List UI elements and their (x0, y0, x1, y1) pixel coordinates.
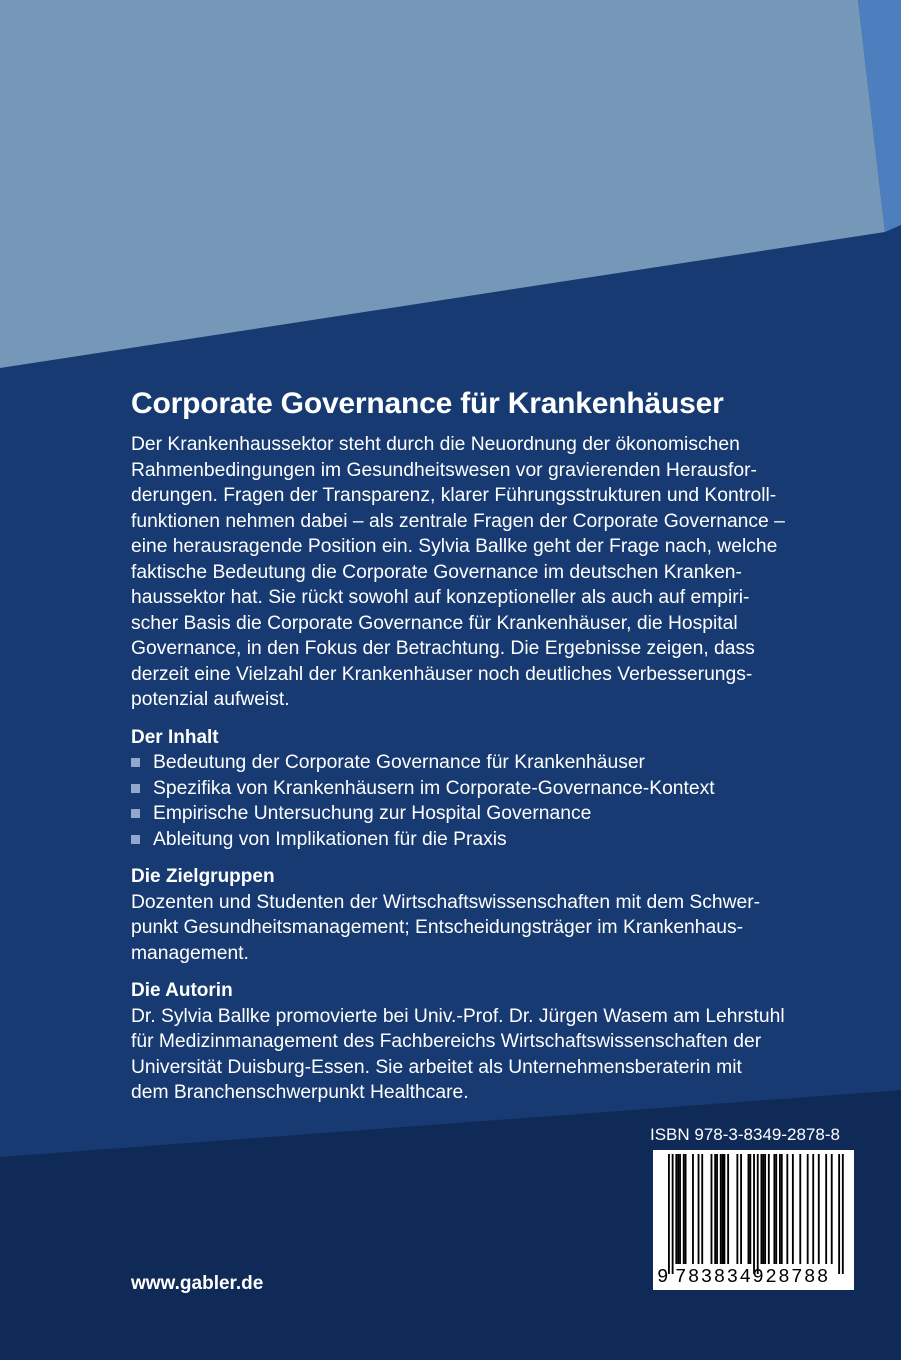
barcode-bar (831, 1154, 833, 1264)
isbn-barcode (653, 1150, 854, 1290)
barcode-bar (701, 1154, 703, 1264)
barcode-bar (807, 1154, 809, 1264)
barcode-bar (757, 1154, 759, 1274)
list-item (131, 750, 845, 776)
barcode-bar (679, 1154, 681, 1264)
barcode-first-digit: 9 (657, 1266, 670, 1288)
barcode-bar (753, 1154, 755, 1274)
intro-paragraph (131, 432, 845, 713)
barcode-bar (720, 1154, 722, 1264)
barcode-bar (818, 1154, 820, 1264)
list-item (131, 776, 845, 802)
barcode-bar (792, 1154, 794, 1264)
barcode-bar (786, 1154, 788, 1264)
bullet-square-icon (131, 758, 140, 767)
barcode-bar (825, 1154, 827, 1264)
intro-line: derungen. Fragen der Transparenz, klarer Führungsstrukturen und Kontroll- (131, 485, 777, 506)
book-title: Corporate Governance für Krankenhäuser (131, 387, 724, 420)
intro-line: Governance, in den Fokus der Betrachtung. Die Ergebnisse zeigen, dass (131, 638, 755, 659)
inhalt-list (131, 750, 845, 852)
intro-line: derzeit eine Vielzahl der Krankenhäuser noch deutliches Verbesserungs- (131, 663, 753, 685)
section-heading-autorin: Die Autorin (131, 980, 233, 1001)
barcode-bar (722, 1154, 724, 1264)
barcode-bar (779, 1154, 781, 1264)
zielgruppen-line: punkt Gesundheitsmanagement; Entscheidungsträger im Krankenhaus- (131, 917, 744, 938)
barcode-bar (727, 1154, 729, 1264)
barcode-bar (749, 1154, 751, 1264)
barcode-bar (685, 1154, 687, 1264)
barcode-bar (781, 1154, 783, 1264)
list-item-text: Ableitung von Implikationen für die Praxis (153, 828, 507, 850)
barcode-bar (764, 1154, 766, 1264)
barcode-bar (736, 1154, 738, 1264)
barcode-bar (799, 1154, 801, 1264)
barcode-rest-digits: 783834928788 (675, 1266, 830, 1288)
barcode-bar (675, 1154, 677, 1264)
bullet-square-icon (131, 835, 140, 844)
back-cover-text (131, 382, 845, 1106)
intro-line: faktische Bedeutung die Corporate Governance im deutschen Kranken- (131, 561, 742, 583)
list-item (131, 801, 845, 827)
list-item (131, 827, 845, 853)
publisher-url[interactable]: www.gabler.de (131, 1273, 264, 1294)
barcode-bar (714, 1154, 716, 1264)
autorin-paragraph (131, 1004, 845, 1106)
zielgruppen-paragraph (131, 890, 845, 967)
barcode-bar (711, 1154, 713, 1264)
intro-line: eine herausragende Position ein. Sylvia Ballke geht der Frage nach, welche (131, 536, 778, 557)
zielgruppen-line: management. (131, 942, 249, 964)
barcode-bar (698, 1154, 700, 1264)
section-heading-inhalt: Der Inhalt (131, 726, 219, 748)
intro-line: funktionen nehmen dabei – als zentrale Fragen der Corporate Governance – (131, 510, 785, 532)
barcode-bar (740, 1154, 742, 1264)
barcode-bar (842, 1154, 844, 1274)
isbn-label: ISBN 978-3-8349-2878-8 (650, 1125, 840, 1144)
list-item-text: Empirische Untersuchung zur Hospital Governance (153, 803, 592, 824)
autorin-line: für Medizinmanagement des Fachbereichs Wirtschaftswissenschaften der (131, 1031, 762, 1052)
barcode-bar (677, 1154, 679, 1264)
barcode-bar (775, 1154, 777, 1264)
list-item-text: Bedeutung der Corporate Governance für Krankenhäuser (153, 752, 645, 773)
barcode-bar (692, 1154, 694, 1264)
barcode-bar (812, 1154, 814, 1264)
barcode-bar (672, 1154, 674, 1274)
intro-line: Der Krankenhaussektor steht durch die Neuordnung der ökonomischen (131, 434, 740, 455)
barcode-bar (768, 1154, 770, 1264)
autorin-line: dem Branchenschwerpunkt Healthcare. (131, 1082, 469, 1103)
barcode-bar (838, 1154, 840, 1274)
autorin-line: Dr. Sylvia Ballke promovierte bei Univ.-Prof. Dr. Jürgen Wasem am Lehrstuhl (131, 1005, 785, 1027)
barcode-bar (773, 1154, 775, 1264)
bullet-square-icon (131, 784, 140, 793)
intro-line: Rahmenbedingungen im Gesundheitswesen vor gravierenden Herausfor- (131, 459, 757, 481)
barcode-bar (724, 1154, 726, 1264)
intro-line: haussektor hat. Sie rückt sowohl auf konzeptioneller als auch auf empiri- (131, 587, 750, 608)
intro-line: potenzial aufweist. (131, 689, 290, 710)
barcode-bar (761, 1154, 763, 1264)
bullet-square-icon (131, 809, 140, 818)
barcode-bar (748, 1154, 750, 1264)
barcode-bar (716, 1154, 718, 1264)
zielgruppen-line: Dozenten und Studenten der Wirtschaftswissenschaften mit dem Schwer- (131, 891, 761, 913)
barcode-bar (683, 1154, 685, 1264)
intro-line: scher Basis die Corporate Governance für Krankenhäuser, die Hospital (131, 612, 738, 634)
list-item-text: Spezifika von Krankenhäusern im Corporate-Governance-Kontext (153, 777, 715, 799)
barcode-bar (668, 1154, 670, 1274)
autorin-line: Universität Duisburg-Essen. Sie arbeitet als Unternehmensberaterin mit (131, 1056, 742, 1078)
section-heading-zielgruppen: Die Zielgruppen (131, 866, 275, 887)
barcode-bar (762, 1154, 764, 1264)
